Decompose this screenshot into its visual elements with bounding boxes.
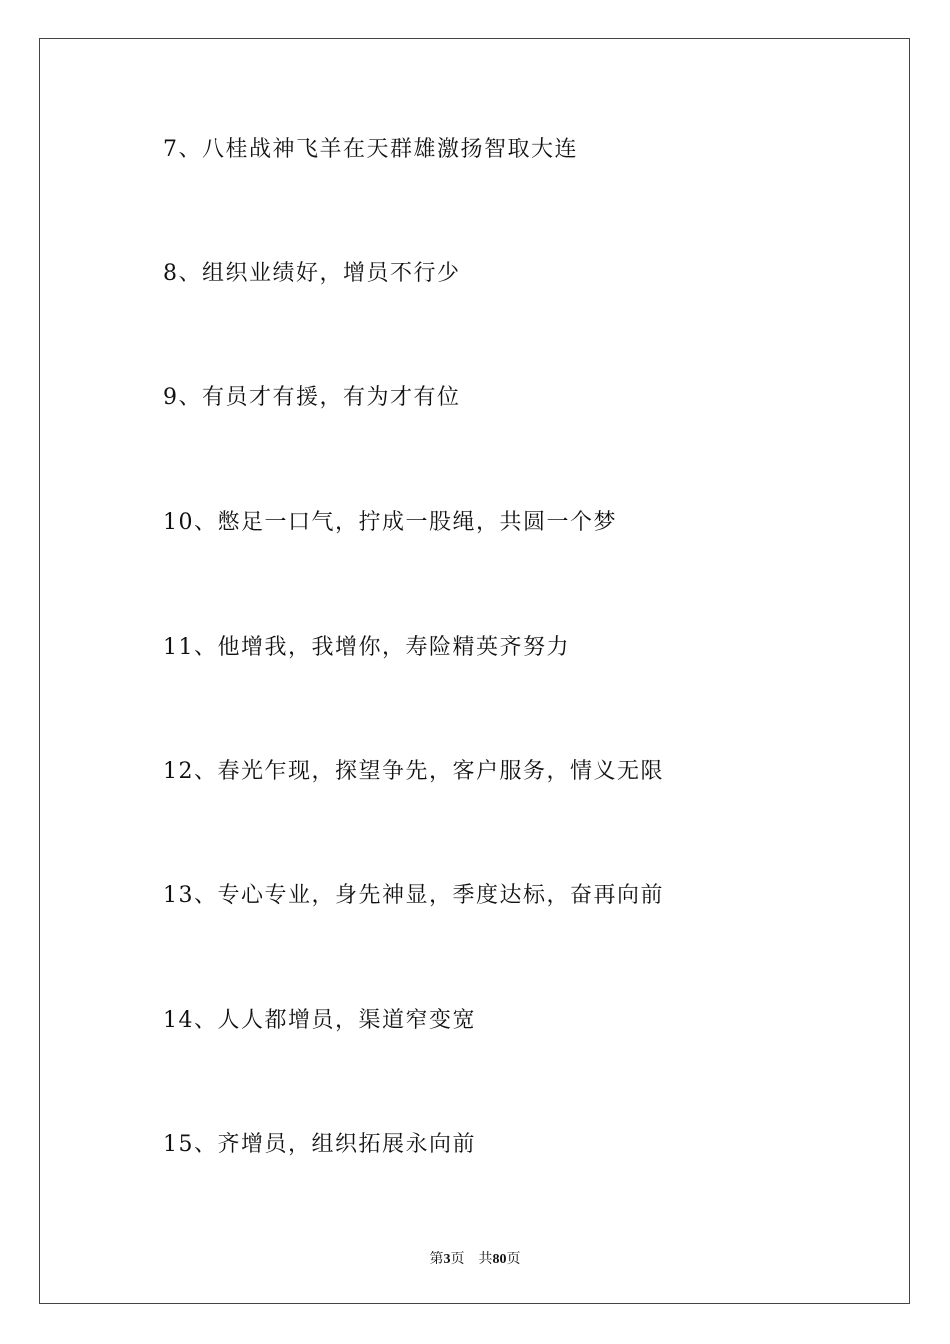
- page-prefix: 第: [429, 1252, 444, 1267]
- list-item: 7、八桂战神飞羊在天群雄激扬智取大连: [163, 137, 578, 162]
- total-prefix: 共: [478, 1252, 493, 1267]
- list-item: 10、憋足一口气，拧成一股绳，共圆一个梦: [163, 510, 617, 535]
- list-item: 9、有员才有援，有为才有位: [163, 385, 461, 410]
- page-number: 3: [443, 1252, 451, 1267]
- list-item: 8、组织业绩好，增员不行少: [163, 261, 461, 286]
- page-border: [39, 38, 910, 1304]
- list-item: 14、人人都增员，渠道窄变宽: [163, 1008, 476, 1033]
- list-item: 13、专心专业，身先神显，季度达标，奋再向前: [163, 883, 664, 908]
- total-suffix: 页: [506, 1252, 521, 1267]
- list-item: 12、春光乍现，探望争先，客户服务，情义无限: [163, 759, 664, 784]
- total-pages: 80: [492, 1252, 507, 1267]
- page-suffix: 页: [450, 1252, 465, 1267]
- page-footer: [0, 1248, 950, 1268]
- list-item: 11、他增我，我增你，寿险精英齐努力: [163, 635, 570, 660]
- list-item: 15、齐增员，组织拓展永向前: [163, 1132, 476, 1157]
